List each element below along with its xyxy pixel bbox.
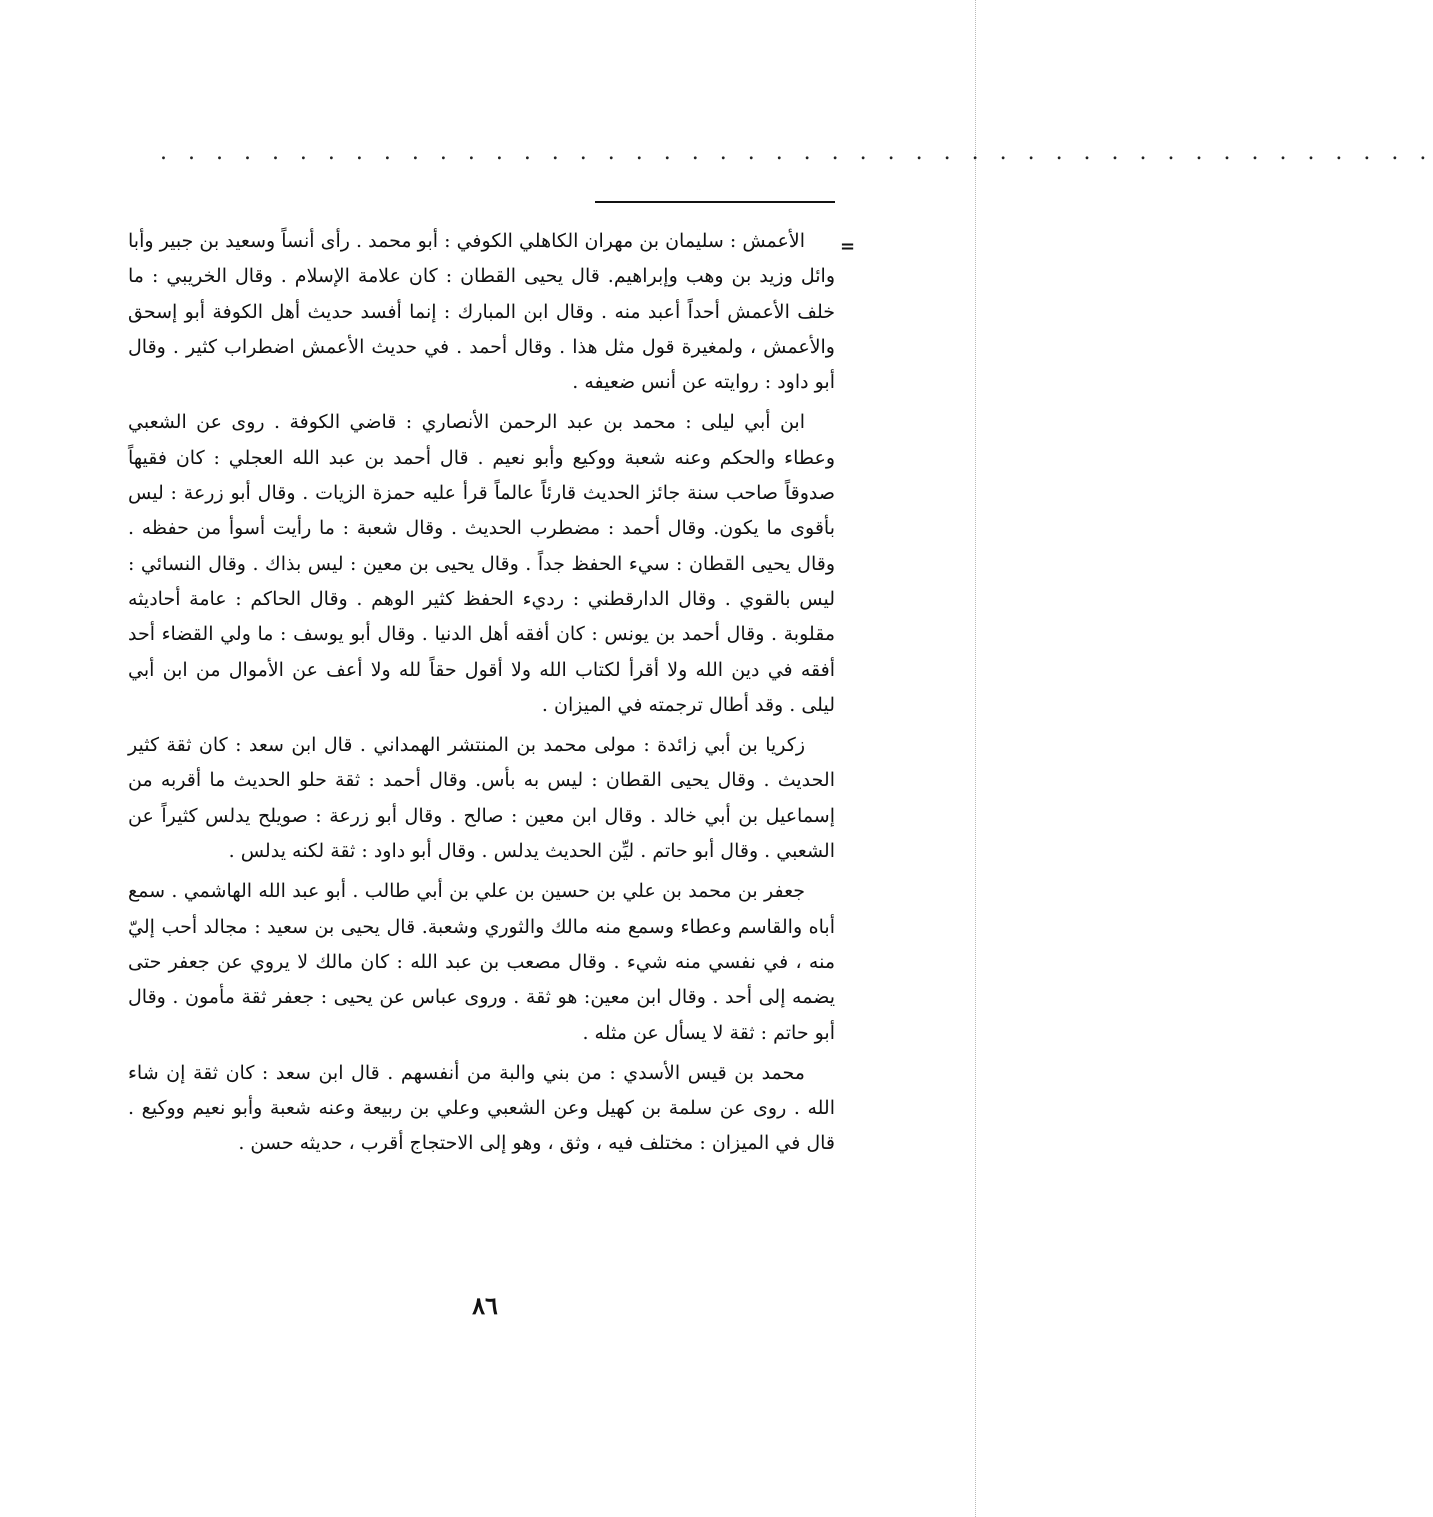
- footnote-text: [128, 224, 835, 1167]
- separator-dots: . . . . . . . . . . . . . . . . . . . . . . . . . . . . . . . . . . . . . . . . . . . . . .: [160, 140, 1433, 165]
- scan-edge-line: [975, 0, 976, 1517]
- entry-zakariyya: زكريا بن أبي زائدة : مولى محمد بن المنتشر الهمداني . قال ابن سعد : كان ثقة كثير الحديث . وقال يحيى القطان : ليس به بأس. وقال أحمد : ثقة حلو الحديث ما أقربه من إسماعيل بن أبي خالد . وقال ابن معين : صالح . وقال أبو زرعة : صويلح يدلس كثيراً عن الشعبي . وقال أبو حاتم . ليِّن الحديث يدلس . وقال أبو داود : ثقة لكنه يدلس .: [128, 734, 835, 863]
- entry-ibn-abi-layla: ابن أبي ليلى : محمد بن عبد الرحمن الأنصاري : قاضي الكوفة . روى عن الشعبي وعطاء والحكم وعنه شعبة ووكيع وأبو نعيم . قال أحمد بن عبد الله العجلي : كان فقيهاً صدوقاً صاحب سنة جائز الحديث قارئاً عالماً قرأ عليه حمزة الزيات . وقال أبو زرعة : ليس بأقوى ما يكون. وقال أحمد : مضطرب الحديث . وقال شعبة : ما رأيت أسوأ من حفظه . وقال يحيى القطان : سيء الحفظ جداً . وقال يحيى بن معين : ليس بذاك . وقال النسائي : ليس بالقوي . وقال الدارقطني : رديء الحفظ كثير الوهم . وقال الحاكم : عامة أحاديثه مقلوبة . وقال أحمد بن يونس : كان أفقه أهل الدنيا . وقال أبو يوسف : ما ولي القضاء أحد أفقه في دين الله ولا أقرأ لكتاب الله ولا أقول حقاً لله ولا أعف عن الأموال من ابن أبي ليلى . وقد أطال ترجمته في الميزان .: [128, 411, 835, 716]
- continuation-mark: =: [840, 236, 856, 257]
- footnote-rule: [595, 201, 835, 203]
- entry-muhammad-ibn-qays: محمد بن قيس الأسدي : من بني والبة من أنفسهم . قال ابن سعد : كان ثقة إن شاء الله . روى عن سلمة بن كهيل وعن الشعبي وعلي بن ربيعة وعنه شعبة وأبو نعيم ووكيع . قال في الميزان : مختلف فيه ، وثق ، وهو إلى الاحتجاج أقرب ، حديثه حسن .: [128, 1061, 835, 1155]
- entry-jafar: جعفر بن محمد بن علي بن حسين بن علي بن أبي طالب . أبو عبد الله الهاشمي . سمع أباه والقاسم وعطاء وسمع منه مالك والثوري وشعبة. قال يحيى بن سعيد : مجالد أحب إليّ منه ، في نفسي منه شيء . وقال مصعب بن عبد الله : كان مالك لا يروي عن جعفر حتى يضمه إلى أحد . وقال ابن معين: هو ثقة . وروى عباس عن يحيى : جعفر ثقة مأمون . وقال أبو حاتم : ثقة لا يسأل عن مثله .: [128, 880, 835, 1044]
- entry-al-amash: الأعمش : سليمان بن مهران الكاهلي الكوفي : أبو محمد . رأى أنساً وسعيد بن جبير وأبا وائل وزيد بن وهب وإبراهيم. قال يحيى القطان : كان علامة الإسلام . وقال الخريبي : ما خلف الأعمش أحداً أعبد منه . وقال ابن المبارك : إنما أفسد حديث أهل الكوفة أبو إسحق والأعمش ، ولمغيرة قول مثل هذا . وقال أحمد . في حديث الأعمش اضطراب كثير . وقال أبو داود : روايته عن أنس ضعيفه .: [128, 230, 835, 394]
- page-number: ٨٦: [472, 1291, 498, 1320]
